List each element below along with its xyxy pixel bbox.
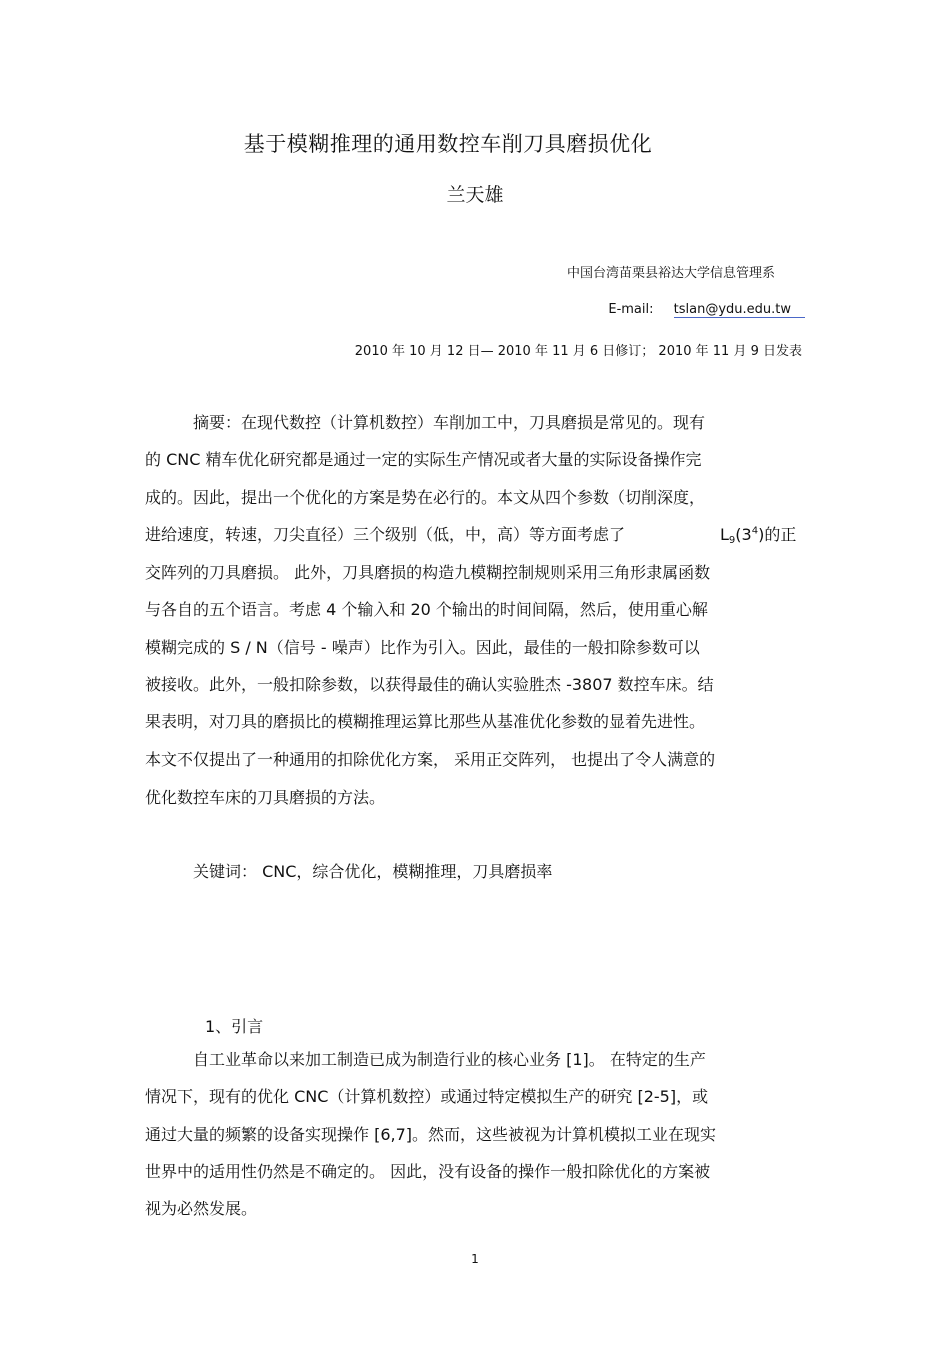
keywords: 关键词： CNC，综合优化，模糊推理，刀具磨损率 — [193, 862, 553, 881]
abstract-text: 进给速度，转速，刀尖直径）三个级别（低，中，高）等方面考虑了 — [145, 525, 626, 544]
abstract-line: 果表明，对刀具的磨损比的模糊推理运算比那些从基准优化参数的显着先进性。 — [145, 712, 706, 731]
author-name: 兰天雄 — [446, 184, 504, 206]
email-row — [608, 302, 805, 318]
publication-dates: 2010 年 10 月 12 日— 2010 年 11 月 6 日修订； 2010 年 11 月 9 日发表 — [354, 344, 802, 359]
email-link[interactable]: tslan@ydu.edu.tw — [674, 302, 805, 318]
affiliation: 中国台湾苗栗县裕达大学信息管理系 — [566, 266, 775, 281]
abstract-line-with-formula — [145, 525, 805, 545]
abstract-line: 成的。因此，提出一个优化的方案是势在必行的。本文从四个参数（切削深度， — [145, 488, 706, 507]
intro-line: 通过大量的频繁的设备实现操作 [6,7]。然而，这些被视为计算机模拟工业在现实 — [145, 1125, 717, 1144]
section-heading: 1、引言 — [205, 1017, 264, 1036]
abstract-line: 模糊完成的 S / N（信号 - 噪声）比作为引入。因此，最佳的一般扣除参数可以 — [145, 638, 700, 657]
abstract-line: 与各自的五个语言。考虑 4 个输入和 20 个输出的时间间隔，然后，使用重心解 — [145, 600, 708, 619]
paper-title: 基于模糊推理的通用数控车削刀具磨损优化 — [243, 132, 653, 156]
intro-line: 情况下，现有的优化 CNC（计算机数控）或通过特定模拟生产的研究 [2-5]，或 — [145, 1087, 709, 1106]
abstract-line: 摘要：在现代数控（计算机数控）车削加工中，刀具磨损是常见的。现有 — [193, 413, 706, 432]
abstract-line: 交阵列的刀具磨损。 此外，刀具磨损的构造九模糊控制规则采用三角形隶属函数 — [145, 563, 711, 582]
page-number: 1 — [471, 1252, 479, 1266]
abstract-line: 被接收。此外，一般扣除参数，以获得最佳的确认实验胜杰 -3807 数控车床。结 — [145, 675, 714, 694]
orthogonal-array-notation: $L_9(3^4)$的正 — [720, 525, 797, 546]
abstract-line: 本文不仅提出了一种通用的扣除优化方案， 采用正交阵列， 也提出了令人满意的 — [145, 750, 716, 769]
abstract-line: 的 CNC 精车优化研究都是通过一定的实际生产情况或者大量的实际设备操作完 — [145, 450, 702, 469]
intro-line: 视为必然发展。 — [145, 1199, 258, 1218]
email-label: E-mail: — [608, 302, 654, 317]
abstract-line: 优化数控车床的刀具磨损的方法。 — [145, 788, 386, 807]
intro-line: 世界中的适用性仍然是不确定的。 因此，没有设备的操作一般扣除优化的方案被 — [145, 1162, 711, 1181]
intro-line: 自工业革命以来加工制造已成为制造行业的核心业务 [1]。 在特定的生产 — [193, 1050, 706, 1069]
